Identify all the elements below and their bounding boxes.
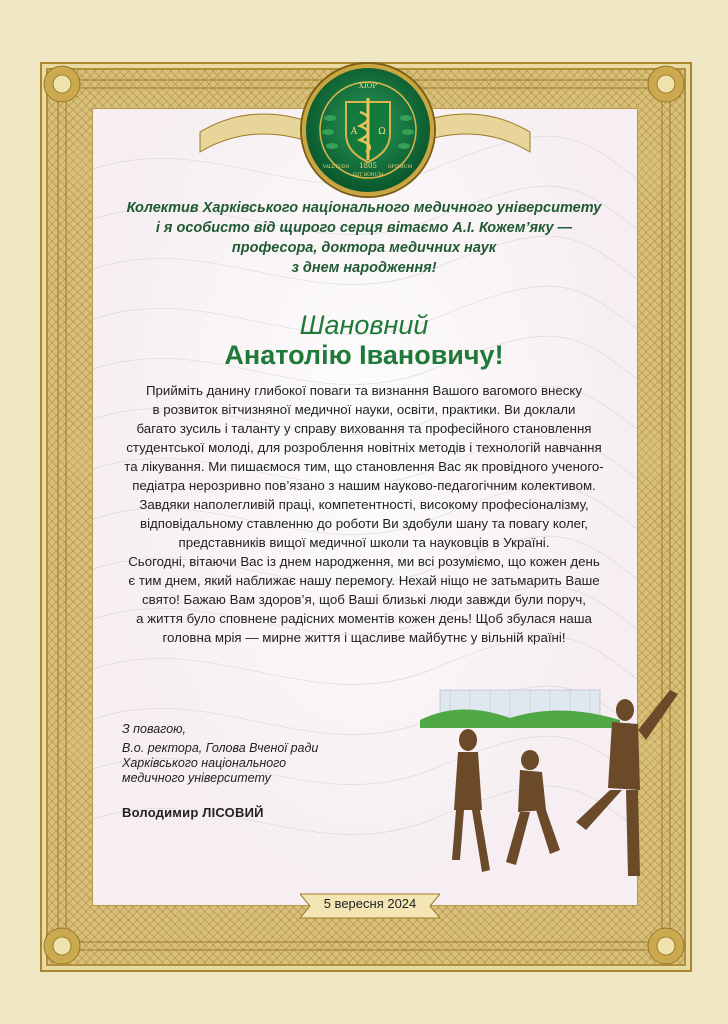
- body-line: та лікування. Ми пишаємося тим, що становлення Вас як провідного ученого-: [124, 459, 604, 474]
- greeting-line-4: з днем народження!: [291, 260, 437, 276]
- greeting-line-3: професора, доктора медичних наук: [231, 240, 497, 256]
- signature-position: В.о. ректора, Голова Вченої ради: [122, 741, 319, 755]
- body-line: відповідальному ставленню до роботи Ви здобули шану та повагу колег,: [140, 516, 588, 531]
- signature-closing: З повагою,: [122, 722, 187, 736]
- date-text: 5 вересня 2024: [323, 896, 417, 911]
- body-line: головна мрія — мирне життя і щасливе майбутнє у вільній країні!: [162, 630, 566, 645]
- emblem-alpha: A: [350, 127, 358, 137]
- body-line: в розвиток вітчизняної медичної науки, освіти, практики. Ви доклали: [152, 402, 576, 417]
- emblem-top-text: XIOP: [358, 82, 378, 90]
- emblem-motto-right: OPTIMUM: [387, 165, 413, 170]
- body-line: є тим днем, який наближає нашу перемогу. Нехай ніщо не затьмарить Ваше: [128, 573, 600, 588]
- body-line: а життя було сповнене радісних моментів кожен день! Щоб збулася наша: [136, 611, 592, 626]
- emblem-motto-bottom: EST BONUM: [352, 173, 384, 178]
- signature-institution-2: медичного університету: [122, 771, 271, 785]
- body-line: Прийміть данину глибокої поваги та визнання Вашого вагомого внеску: [145, 383, 583, 398]
- emblem-omega: Ω: [378, 127, 386, 137]
- emblem-year: 1805: [359, 162, 377, 170]
- university-emblem: [302, 64, 434, 196]
- caduceus-icon: [306, 68, 430, 192]
- greeting-line-1: Колектив Харківського національного медичного університету: [126, 200, 602, 216]
- body-line: багато зусиль і таланту у справу виховання та професійного становлення: [136, 421, 592, 436]
- salutation-line-1: Шановний: [299, 310, 429, 340]
- body-line: свято! Бажаю Вам здоров’я, щоб Ваші близькі люди завжди були поруч,: [142, 592, 586, 607]
- body-line: студентської молоді, для розроблення новітніх методів і технологій навчання: [126, 440, 602, 455]
- salutation-line-2: Анатолію Івановичу!: [224, 340, 504, 370]
- campus-statue-illustration: [420, 680, 690, 900]
- signatory-name: Володимир ЛІСОВИЙ: [122, 805, 264, 820]
- body-line: Завдяки наполегливій праці, компетентності, високому професіоналізму,: [139, 497, 589, 512]
- emblem-motto-left: VALETUDO: [322, 165, 350, 170]
- greeting-line-2: і я особисто від щирого серця вітаємо А.І. Кожем’яку —: [155, 220, 573, 236]
- body-line: представників вищої медичної школи та науковців в Україні.: [178, 535, 550, 550]
- body-line: педіатра нерозривно пов’язано з нашим науково-педагогічним колективом.: [132, 478, 596, 493]
- body-line: Сьогодні, вітаючи Вас із днем народження, ми всі розуміємо, що кожен день: [128, 554, 600, 569]
- signature-institution-1: Харківського національного: [122, 756, 287, 770]
